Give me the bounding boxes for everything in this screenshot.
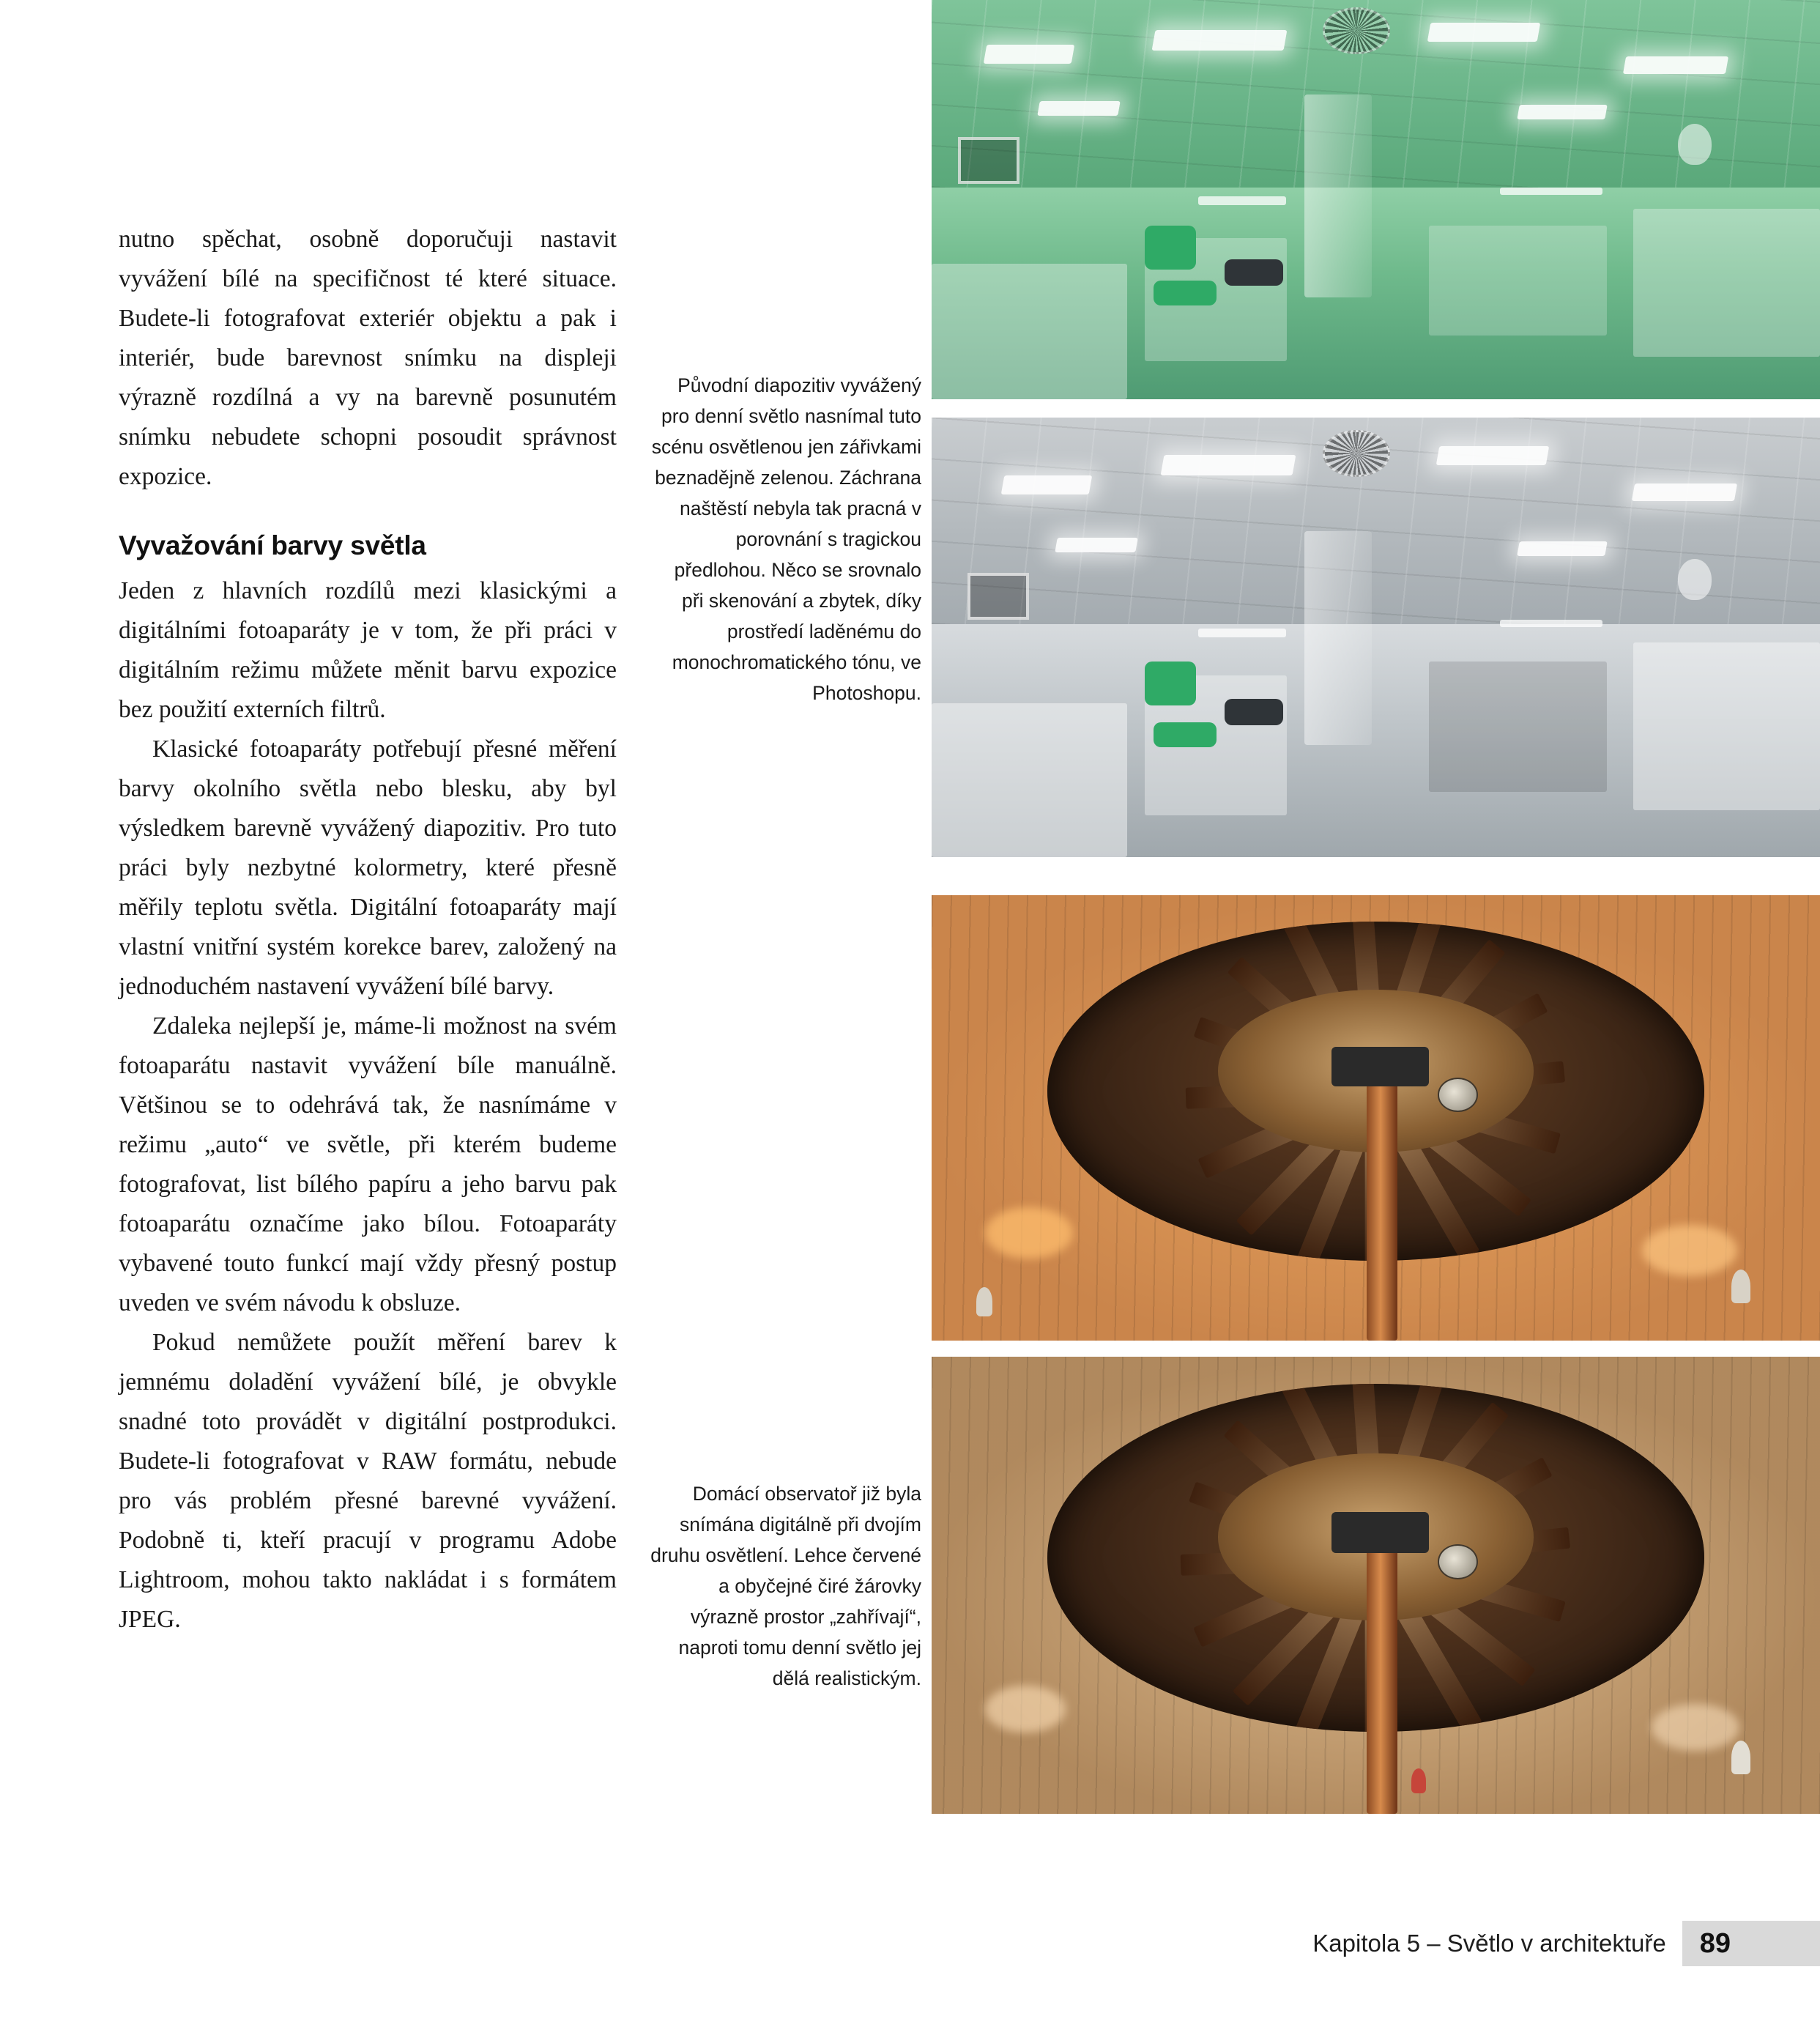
body-text-column bbox=[119, 220, 617, 1639]
ceiling-lamp bbox=[1037, 101, 1121, 116]
stool bbox=[1225, 699, 1283, 725]
photo-dental-neutral bbox=[932, 418, 1820, 857]
lamp-glow bbox=[985, 1207, 1073, 1259]
paragraph-4: Zdaleka nejlepší je, máme-li možnost na svém fotoaparátu nastavit vyvážení bíle manuálně. Většinou se to odehrává tak, že nasnímáme v režimu „auto“ ve světle, při kterém budeme fotografovat, list bílého papíru a jeho barvu pak fotoaparátu označíme jako bílou. Fotoaparáty vybavené touto funkcí mají vždy přesný postup uveden ve svém návodu k obsluze. bbox=[119, 1012, 617, 1316]
footer-bar bbox=[1744, 1921, 1813, 1966]
lamp-glow bbox=[1652, 1704, 1739, 1751]
telescope-tube bbox=[1367, 1530, 1397, 1814]
ceiling-vent-icon bbox=[1323, 7, 1390, 54]
photo-observatory-warm bbox=[932, 895, 1820, 1341]
paragraph-1: nutno spěchat, osobně doporučuji nastavit vyvážení bílé na specifičnost té které situace. Budete-li fotografovat exteriér objektu a pak i interiér, bude barevnost snímku na displeji výrazně rozdílná a vy na barevně posunutém snímku nebudete schopni posoudit správnost expozice. bbox=[119, 226, 617, 490]
cabinet bbox=[932, 703, 1127, 857]
photo-observatory-daylight bbox=[932, 1357, 1820, 1814]
paragraph-5: Pokud nemůžete použít měření barev k jemnému doladění vyvážení bílé, je obvykle snadné toto provádět v digitální postprodukci. Budete-li fotografovat v RAW formátu, nebude pro vás problém přesné barevné vyvážení. Podobně ti, kteří pracují v programu Adobe Lightroom, mohou takto nakládat i s formátem JPEG. bbox=[119, 1329, 617, 1633]
dental-unit-arm bbox=[1198, 196, 1286, 205]
floor-object bbox=[1411, 1768, 1426, 1793]
decor-bust bbox=[1678, 124, 1712, 165]
ceiling-lamp bbox=[1001, 475, 1093, 494]
ceiling-lamp bbox=[1436, 446, 1550, 465]
figure-caption-dental: Původní diapozitiv vyvážený pro denní světlo nasnímal tuto scénu osvětlenou jen zářivkami beznadějně zelenou. Záchrana naštěstí nebyla tak pracná v porovnání s tragickou předlohou. Něco se srovnalo při skenování a zbytek, díky prostředí laděnému do monochromatického tónu, ve Photoshopu. bbox=[651, 374, 921, 704]
telescope-dial bbox=[1438, 1544, 1478, 1579]
ceiling-lamp bbox=[1161, 455, 1296, 475]
telescope-mount bbox=[1331, 1512, 1429, 1553]
cabinet bbox=[1429, 226, 1607, 336]
room-lower bbox=[932, 188, 1820, 399]
page-number: 89 bbox=[1699, 1927, 1731, 1959]
room-column bbox=[1304, 95, 1372, 297]
section-heading: Vyvažování barvy světla bbox=[119, 530, 426, 560]
footer-chapter-label: Kapitola 5 – Světlo v architektuře bbox=[1312, 1930, 1666, 1957]
dental-chair-seat bbox=[1154, 281, 1217, 305]
telescope-mount bbox=[1331, 1047, 1429, 1087]
dental-chair-seat bbox=[1154, 722, 1217, 747]
footer-page-block bbox=[1682, 1921, 1820, 1966]
ceiling-lamp bbox=[1623, 56, 1728, 74]
ceiling-vent-icon bbox=[1323, 430, 1390, 477]
cabinet bbox=[1633, 642, 1820, 810]
floor-object bbox=[976, 1287, 992, 1316]
dental-chair-back bbox=[1145, 226, 1196, 270]
photo-dental-green bbox=[932, 0, 1820, 399]
decor-bust bbox=[1678, 559, 1712, 600]
wall-picture bbox=[958, 137, 1019, 184]
wall-picture bbox=[967, 573, 1029, 620]
figure-dental-green bbox=[932, 0, 1820, 399]
room-column bbox=[1304, 531, 1372, 746]
ceiling-lamp bbox=[1055, 538, 1138, 552]
ceiling-lamp bbox=[1517, 105, 1608, 119]
telescope-dial bbox=[1438, 1078, 1478, 1112]
stool bbox=[1225, 259, 1283, 286]
room-lower bbox=[932, 624, 1820, 857]
dental-unit-arm bbox=[1198, 629, 1286, 637]
floor-object bbox=[1731, 1741, 1750, 1774]
lamp-glow bbox=[985, 1686, 1066, 1733]
ceiling-lamp bbox=[1427, 23, 1541, 42]
page-footer bbox=[1312, 1919, 1820, 1968]
lamp-glow bbox=[1642, 1225, 1737, 1276]
ceiling-lamp bbox=[983, 45, 1074, 64]
ceiling-lamp bbox=[1517, 541, 1608, 556]
telescope-tube bbox=[1367, 1064, 1397, 1341]
figure-caption-observatory: Domácí observatoř již byla snímána digitálně při dvojím druhu osvětlení. Lehce červené a obyčejné čiré žárovky výrazně prostor „zahřívají“, naproti tomu denní světlo jej dělá realistickým. bbox=[650, 1483, 921, 1689]
paragraph-3: Klasické fotoaparáty potřebují přesné měření barvy okolního světla nebo blesku, aby byl výsledkem barevně vyvážený diapozitiv. Pro tuto práci byly nezbytné kolormetry, které přesně měřily teplotu světla. Digitální fotoaparáty mají vlastní vnitřní systém korekce barev, založený na jednoduchém nastavení vyvážení bílé barvy. bbox=[119, 735, 617, 1000]
dental-unit-arm bbox=[1500, 620, 1602, 627]
figure-observatory-warm bbox=[932, 895, 1820, 1341]
figure-observatory-daylight bbox=[932, 1357, 1820, 1814]
cabinet bbox=[1429, 662, 1607, 792]
dental-unit-arm bbox=[1500, 188, 1602, 195]
cabinet bbox=[1633, 209, 1820, 357]
figure-dental-neutral bbox=[932, 418, 1820, 857]
floor-object bbox=[1731, 1270, 1750, 1303]
ceiling-lamp bbox=[1152, 30, 1288, 51]
cabinet bbox=[932, 264, 1127, 399]
dental-chair-back bbox=[1145, 662, 1196, 705]
ceiling-lamp bbox=[1632, 483, 1737, 501]
paragraph-2: Jeden z hlavních rozdílů mezi klasickými a digitálními fotoaparáty je v tom, že při práci v digitálním režimu můžete měnit barvu expozice bez použití externích filtrů. bbox=[119, 577, 617, 723]
